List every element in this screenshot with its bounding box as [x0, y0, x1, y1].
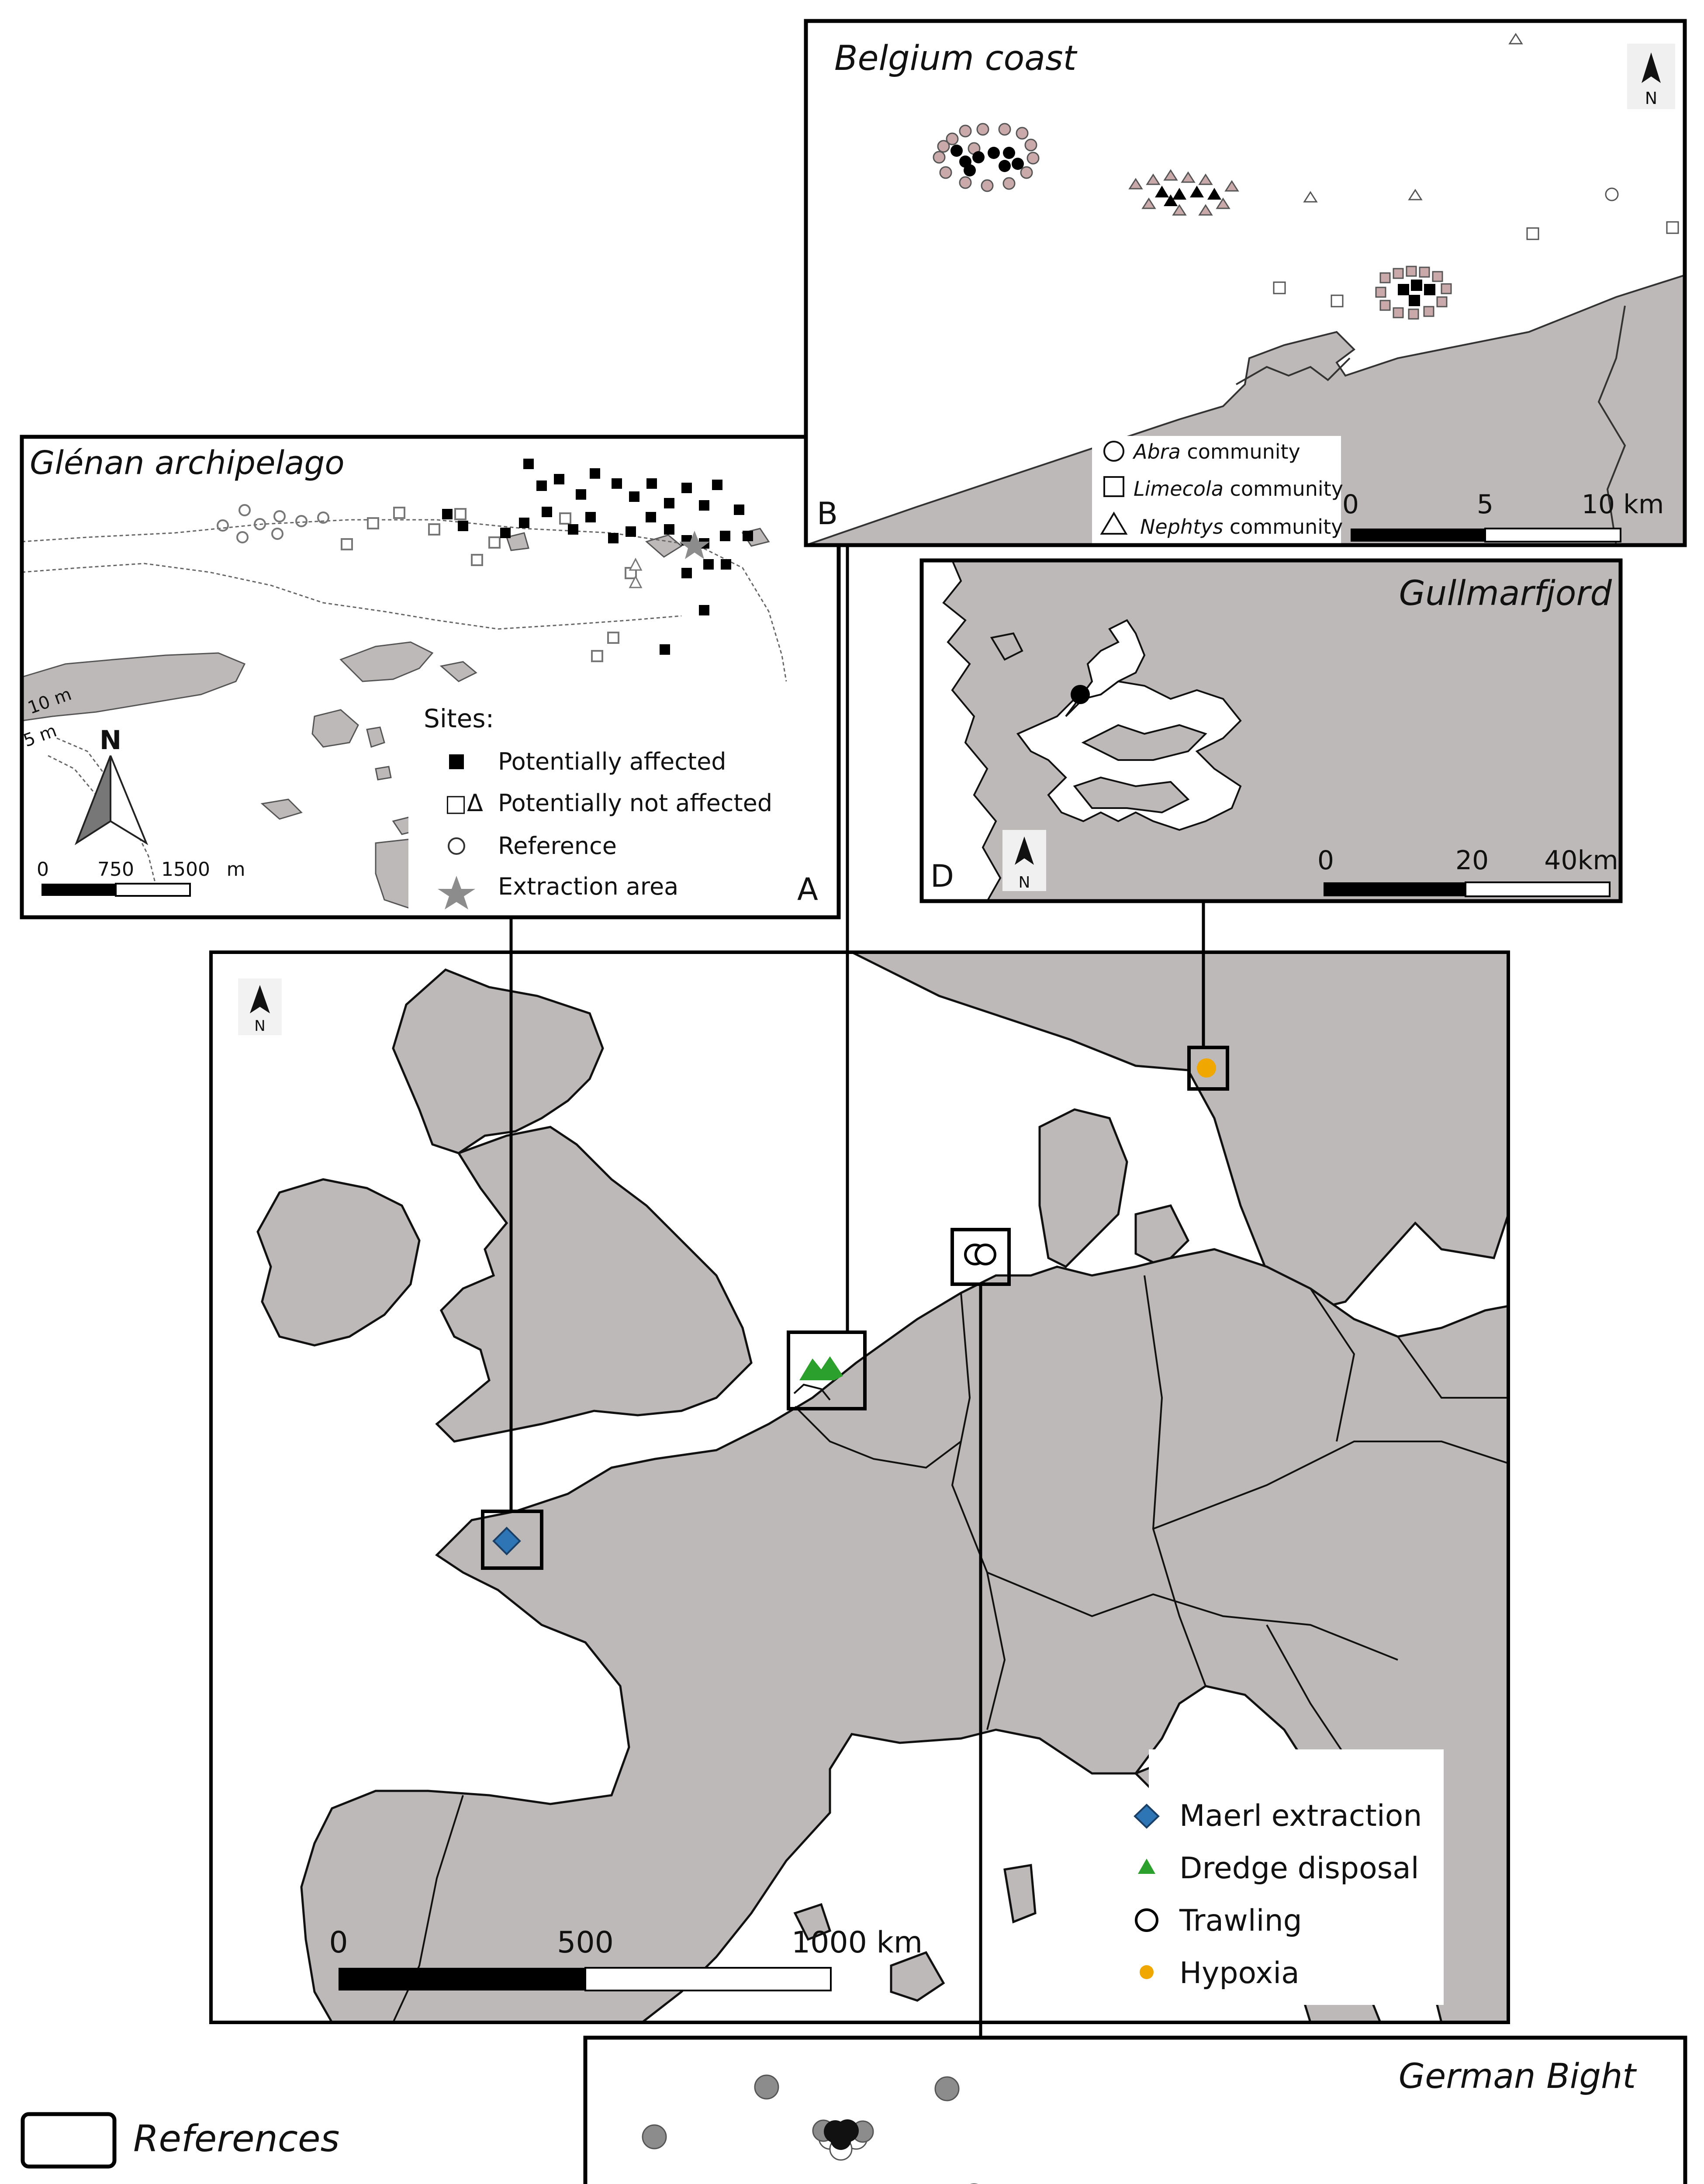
legend-dot-icon [1140, 1965, 1154, 1979]
legend-label-dredge: Dredge disposal [1179, 1851, 1419, 1886]
panel-b-legend-nephtys-name: Nephtys [1140, 515, 1224, 539]
panel-b-scale-10: 10 km [1581, 489, 1664, 520]
panel-b-scale-5: 5 [1476, 489, 1494, 520]
panel-b-legend-limecola-suffix: community [1230, 477, 1343, 501]
panel-a [21, 437, 839, 917]
legend-label-trawling: Trawling [1179, 1904, 1302, 1938]
main-scale-0: 0 [329, 1925, 348, 1960]
main-scale-500: 500 [557, 1925, 614, 1960]
references-swatch [23, 2114, 114, 2167]
legend-square-icon [1104, 477, 1123, 496]
panel-b-legend [1092, 436, 1343, 545]
panel-d [922, 560, 1621, 901]
main-north-label: N [254, 1017, 266, 1035]
panel-b-legend-abra-name: Abra [1134, 440, 1181, 463]
panel-d-scale-20: 20 [1455, 845, 1489, 876]
panel-a-north-label: N [99, 725, 122, 756]
panel-c-title: German Bight [1398, 2057, 1636, 2096]
panel-b-legend-abra-suffix: community [1187, 440, 1300, 463]
panel-b-legend-nephtys [1140, 515, 1343, 539]
legend-references: References [133, 2117, 340, 2160]
panel-a-letter: A [797, 871, 818, 907]
panel-b-north-arrow [1627, 44, 1675, 109]
panel-a-scale-0: 0 [37, 858, 49, 881]
panel-b-north-label: N [1645, 89, 1658, 108]
panel-b-title: Belgium coast [834, 39, 1077, 78]
panel-a-legend-heading: Sites: [424, 704, 494, 733]
panel-b-legend-limecola-name: Limecola [1134, 477, 1224, 501]
panel-a-legend [408, 699, 839, 917]
panel-a-scale-750: 750 [97, 858, 134, 881]
panel-d-site-dot [1071, 685, 1090, 704]
main-north-arrow [238, 978, 282, 1035]
panel-b-scale-0: 0 [1342, 489, 1359, 520]
legend-open-circle-icon [449, 838, 464, 854]
panel-a-legend-square-triangle-icon: □Δ [445, 789, 483, 817]
panel-d-scale-40: 40km [1544, 845, 1618, 876]
panel-a-scale-1500: 1500 [161, 858, 210, 881]
panel-b-legend-nephtys-suffix: community [1229, 515, 1343, 539]
legend-circle-icon [1104, 442, 1123, 461]
panel-d-letter: D [930, 858, 954, 894]
legend-label-maerl: Maerl extraction [1179, 1799, 1422, 1833]
legend-label-hypoxia: Hypoxia [1179, 1956, 1300, 1990]
panel-b-legend-limecola [1134, 477, 1343, 501]
panel-d-title: Gullmarfjord [1399, 574, 1612, 613]
panel-a-legend-reference: Reference [498, 832, 617, 860]
panel-a-legend-not-affected: Potentially not affected [498, 789, 773, 817]
main-legend [1135, 1749, 1444, 2005]
legend-filled-square-icon [449, 754, 464, 769]
main-map [211, 952, 1508, 2022]
panel-b-letter: B [817, 496, 838, 532]
main-scale-1000: 1000 km [791, 1925, 923, 1960]
legend-open-circle-icon [1136, 1910, 1157, 1931]
panel-a-legend-extraction: Extraction area [498, 873, 679, 900]
panel-d-scale-0: 0 [1317, 845, 1334, 876]
depth-label-5m: 5 m [21, 720, 59, 751]
panel-d-north-label: N [1018, 874, 1030, 892]
disturbance-legend [23, 2114, 595, 2184]
panel-b-legend-abra [1132, 440, 1300, 463]
panel-d-north-arrow [1002, 830, 1046, 892]
panel-c [585, 2038, 1685, 2184]
panel-a-legend-affected: Potentially affected [498, 748, 726, 775]
panel-a-scale-unit: m [226, 858, 245, 881]
panel-b [806, 21, 1685, 545]
depth-label-10m: 10 m [25, 684, 74, 719]
panel-a-title: Glénan archipelago [30, 444, 345, 482]
